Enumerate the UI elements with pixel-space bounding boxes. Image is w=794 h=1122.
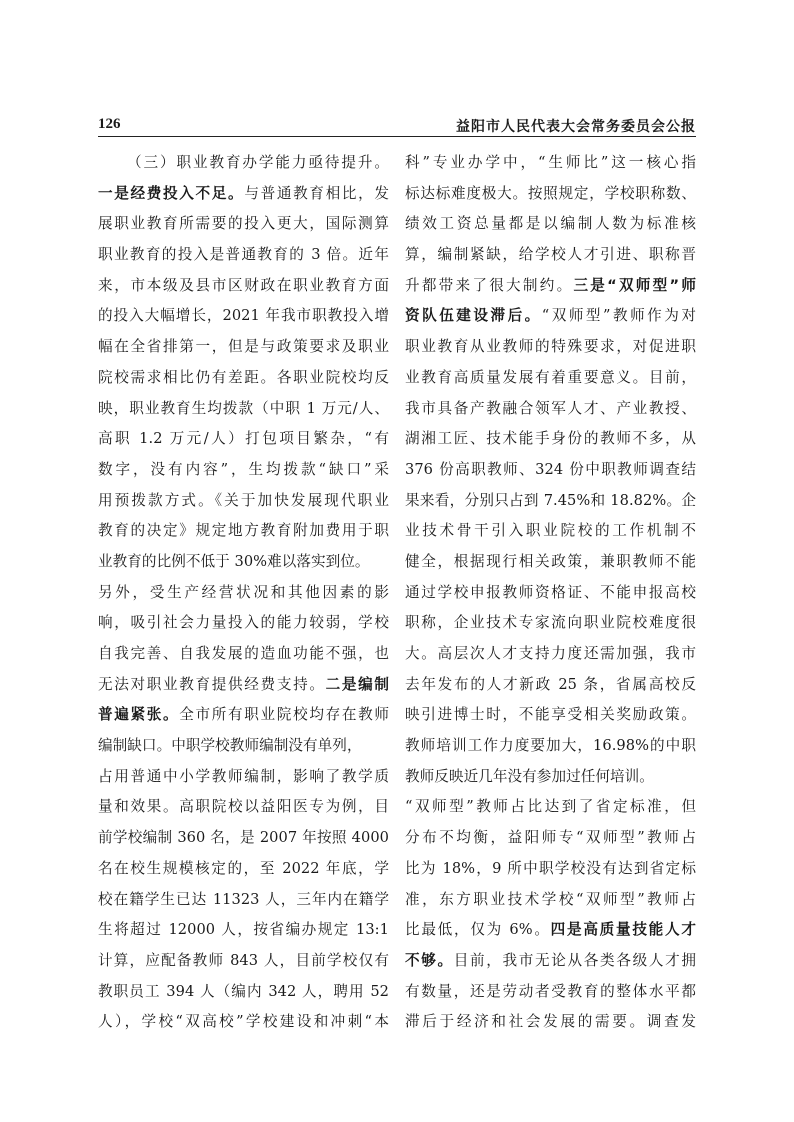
text-line: 通过学校申报教师资格证、不能申报高校 bbox=[405, 583, 696, 601]
text-line: 映引进博士时，不能享受相关奖励政策。 bbox=[405, 706, 696, 724]
text-line: 人），学校“双高校”学校建设和冲刺“本 bbox=[98, 1013, 389, 1031]
text-line bbox=[98, 700, 389, 731]
text-line: 数字，没有内容”，生均拨款“缺口”采 bbox=[98, 460, 389, 478]
text-line: 湖湘工匠、技术能手身份的教师不多，从 bbox=[405, 430, 696, 448]
text-line: 比为 18%，9 所中职学校没有达到省定标 bbox=[405, 859, 696, 877]
text-segment: 无法对职业教育提供经费支持。 bbox=[98, 675, 326, 693]
text-line bbox=[405, 301, 696, 332]
text-line: 教职员工 394 人（编内 342 人，聘用 52 bbox=[98, 982, 389, 1000]
text-line: 教育的决定》规定地方教育附加费用于职 bbox=[98, 522, 389, 540]
text-line: 计算，应配备教师 843 人，目前学校仅有 bbox=[98, 951, 389, 969]
text-line: 职称，企业技术专家流向职业院校难度很 bbox=[405, 614, 696, 632]
bold-heading: 四是高质量技能人才 bbox=[550, 921, 696, 939]
text-line: 业教育高质量发展有着重要意义。目前， bbox=[405, 368, 696, 386]
text-segment: “双师型”教师作为对 bbox=[541, 307, 696, 325]
text-line: 量和效果。高职院校以益阳医专为例，目 bbox=[98, 798, 389, 816]
left-column bbox=[98, 148, 389, 1038]
text-line: （三）职业教育办学能力亟待提升。 bbox=[127, 154, 389, 171]
text-line: 的投入大幅增长，2021 年我市职教投入增 bbox=[98, 307, 389, 325]
text-line: 来，市本级及县市区财政在职业教育方面 bbox=[98, 276, 389, 294]
text-line: 教师反映近几年没有参加过任何培训。 bbox=[405, 767, 654, 785]
text-line: 院校需求相比仍有差距。各职业院校均反 bbox=[98, 368, 389, 386]
text-line: 业技术骨干引入职业院校的工作机制不 bbox=[405, 522, 696, 540]
text-segment: 全市所有职业院校均存在教师 bbox=[179, 706, 389, 724]
text-line bbox=[405, 271, 696, 302]
text-segment: 与普通教育相比，发 bbox=[244, 184, 390, 202]
text-line: 业教育的比例不低于 30%难以落实到位。 bbox=[98, 552, 370, 570]
right-column bbox=[405, 148, 696, 1038]
text-line bbox=[405, 946, 696, 977]
text-line: 分布不均衡，益阳师专“双师型”教师占 bbox=[405, 829, 696, 847]
text-line: 用预拨款方式。《关于加快发展现代职业 bbox=[98, 491, 389, 509]
bold-heading: 普遍紧张。 bbox=[98, 706, 180, 724]
text-line bbox=[405, 915, 696, 946]
text-line bbox=[98, 670, 389, 701]
page-header bbox=[98, 112, 696, 137]
text-line: 我市具备产教融合领军人才、产业教授、 bbox=[405, 399, 696, 417]
text-line: 名在校生规模核定的，至 2022 年底，学 bbox=[98, 859, 389, 877]
text-line: 科”专业办学中，“生师比”这一核心指 bbox=[405, 154, 696, 171]
journal-title: 益阳市人民代表大会常务委员会公报 bbox=[456, 119, 696, 135]
text-line: 教师培训工作力度要加大，16.98%的中职 bbox=[405, 737, 696, 755]
text-line: 占用普通中小学教师编制，影响了教学质 bbox=[98, 767, 389, 785]
bold-heading: 不够。 bbox=[405, 951, 454, 969]
text-line: 职业教育的投入是普通教育的 3 倍。近年 bbox=[98, 246, 389, 264]
text-line: 职业教育从业教师的特殊要求，对促进职 bbox=[405, 338, 696, 356]
text-line: 标达标难度极大。按照规定，学校职称数、 bbox=[405, 184, 696, 202]
text-segment: 目前，我市无论从各类各级人才拥 bbox=[453, 951, 696, 969]
text-line: 滞后于经济和社会发展的需要。调查发 bbox=[405, 1013, 696, 1031]
text-line: 376 份高职教师、324 份中职教师调查结 bbox=[405, 460, 696, 478]
text-line: 绩效工资总量都是以编制人数为标准核 bbox=[405, 215, 696, 233]
text-line: 自我完善、自我发展的造血功能不强，也 bbox=[98, 645, 389, 662]
text-line: 响，吸引社会力量投入的能力较弱，学校 bbox=[98, 614, 389, 632]
text-line: 健全，根据现行相关政策，兼职教师不能 bbox=[405, 552, 696, 570]
text-line: 有数量，还是劳动者受教育的整体水平都 bbox=[405, 982, 696, 1000]
text-line: 另外，受生产经营状况和其他因素的影 bbox=[98, 583, 389, 601]
text-line: 果来看，分别只占到 7.45%和 18.82%。企 bbox=[405, 491, 696, 509]
text-line: 去年发布的人才新政 25 条，省属高校反 bbox=[405, 675, 696, 693]
text-line: 算，编制紧缺，给学校人才引进、职称晋 bbox=[405, 246, 696, 264]
bold-heading: 三是“双师型”师 bbox=[573, 276, 696, 294]
text-line: 编制缺口。中职学校教师编制没有单列， bbox=[98, 737, 362, 755]
page-number: 126 bbox=[98, 116, 121, 132]
text-line: 高职 1.2 万元/人）打包项目繁杂，“有 bbox=[98, 430, 389, 448]
text-line: “双师型”教师占比达到了省定标准，但 bbox=[405, 798, 696, 816]
text-segment: 升都带来了很大制约。 bbox=[405, 276, 574, 294]
text-line: 前学校编制 360 名，是 2007 年按照 4000 bbox=[98, 829, 389, 847]
text-line bbox=[98, 179, 389, 210]
text-line: 大。高层次人才支持力度还需加强，我市 bbox=[405, 645, 696, 662]
text-segment: 比最低，仅为 6%。 bbox=[405, 921, 551, 939]
text-line: 幅在全省排第一，但是与政策要求及职业 bbox=[98, 338, 389, 356]
text-line: 生将超过 12000 人，按省编办规定 13:1 bbox=[98, 921, 389, 939]
bold-heading: 一是经费投入不足。 bbox=[98, 184, 245, 202]
text-line: 校在籍学生已达 11323 人，三年内在籍学 bbox=[98, 890, 389, 908]
text-line: 展职业教育所需要的投入更大，国际测算 bbox=[98, 215, 389, 233]
bold-heading: 二是编制 bbox=[325, 675, 390, 693]
text-line: 准，东方职业技术学校“双师型”教师占 bbox=[405, 890, 696, 908]
bold-heading: 资队伍建设滞后。 bbox=[405, 307, 542, 325]
text-line: 映，职业教育生均拨款（中职 1 万元/人、 bbox=[98, 399, 389, 417]
